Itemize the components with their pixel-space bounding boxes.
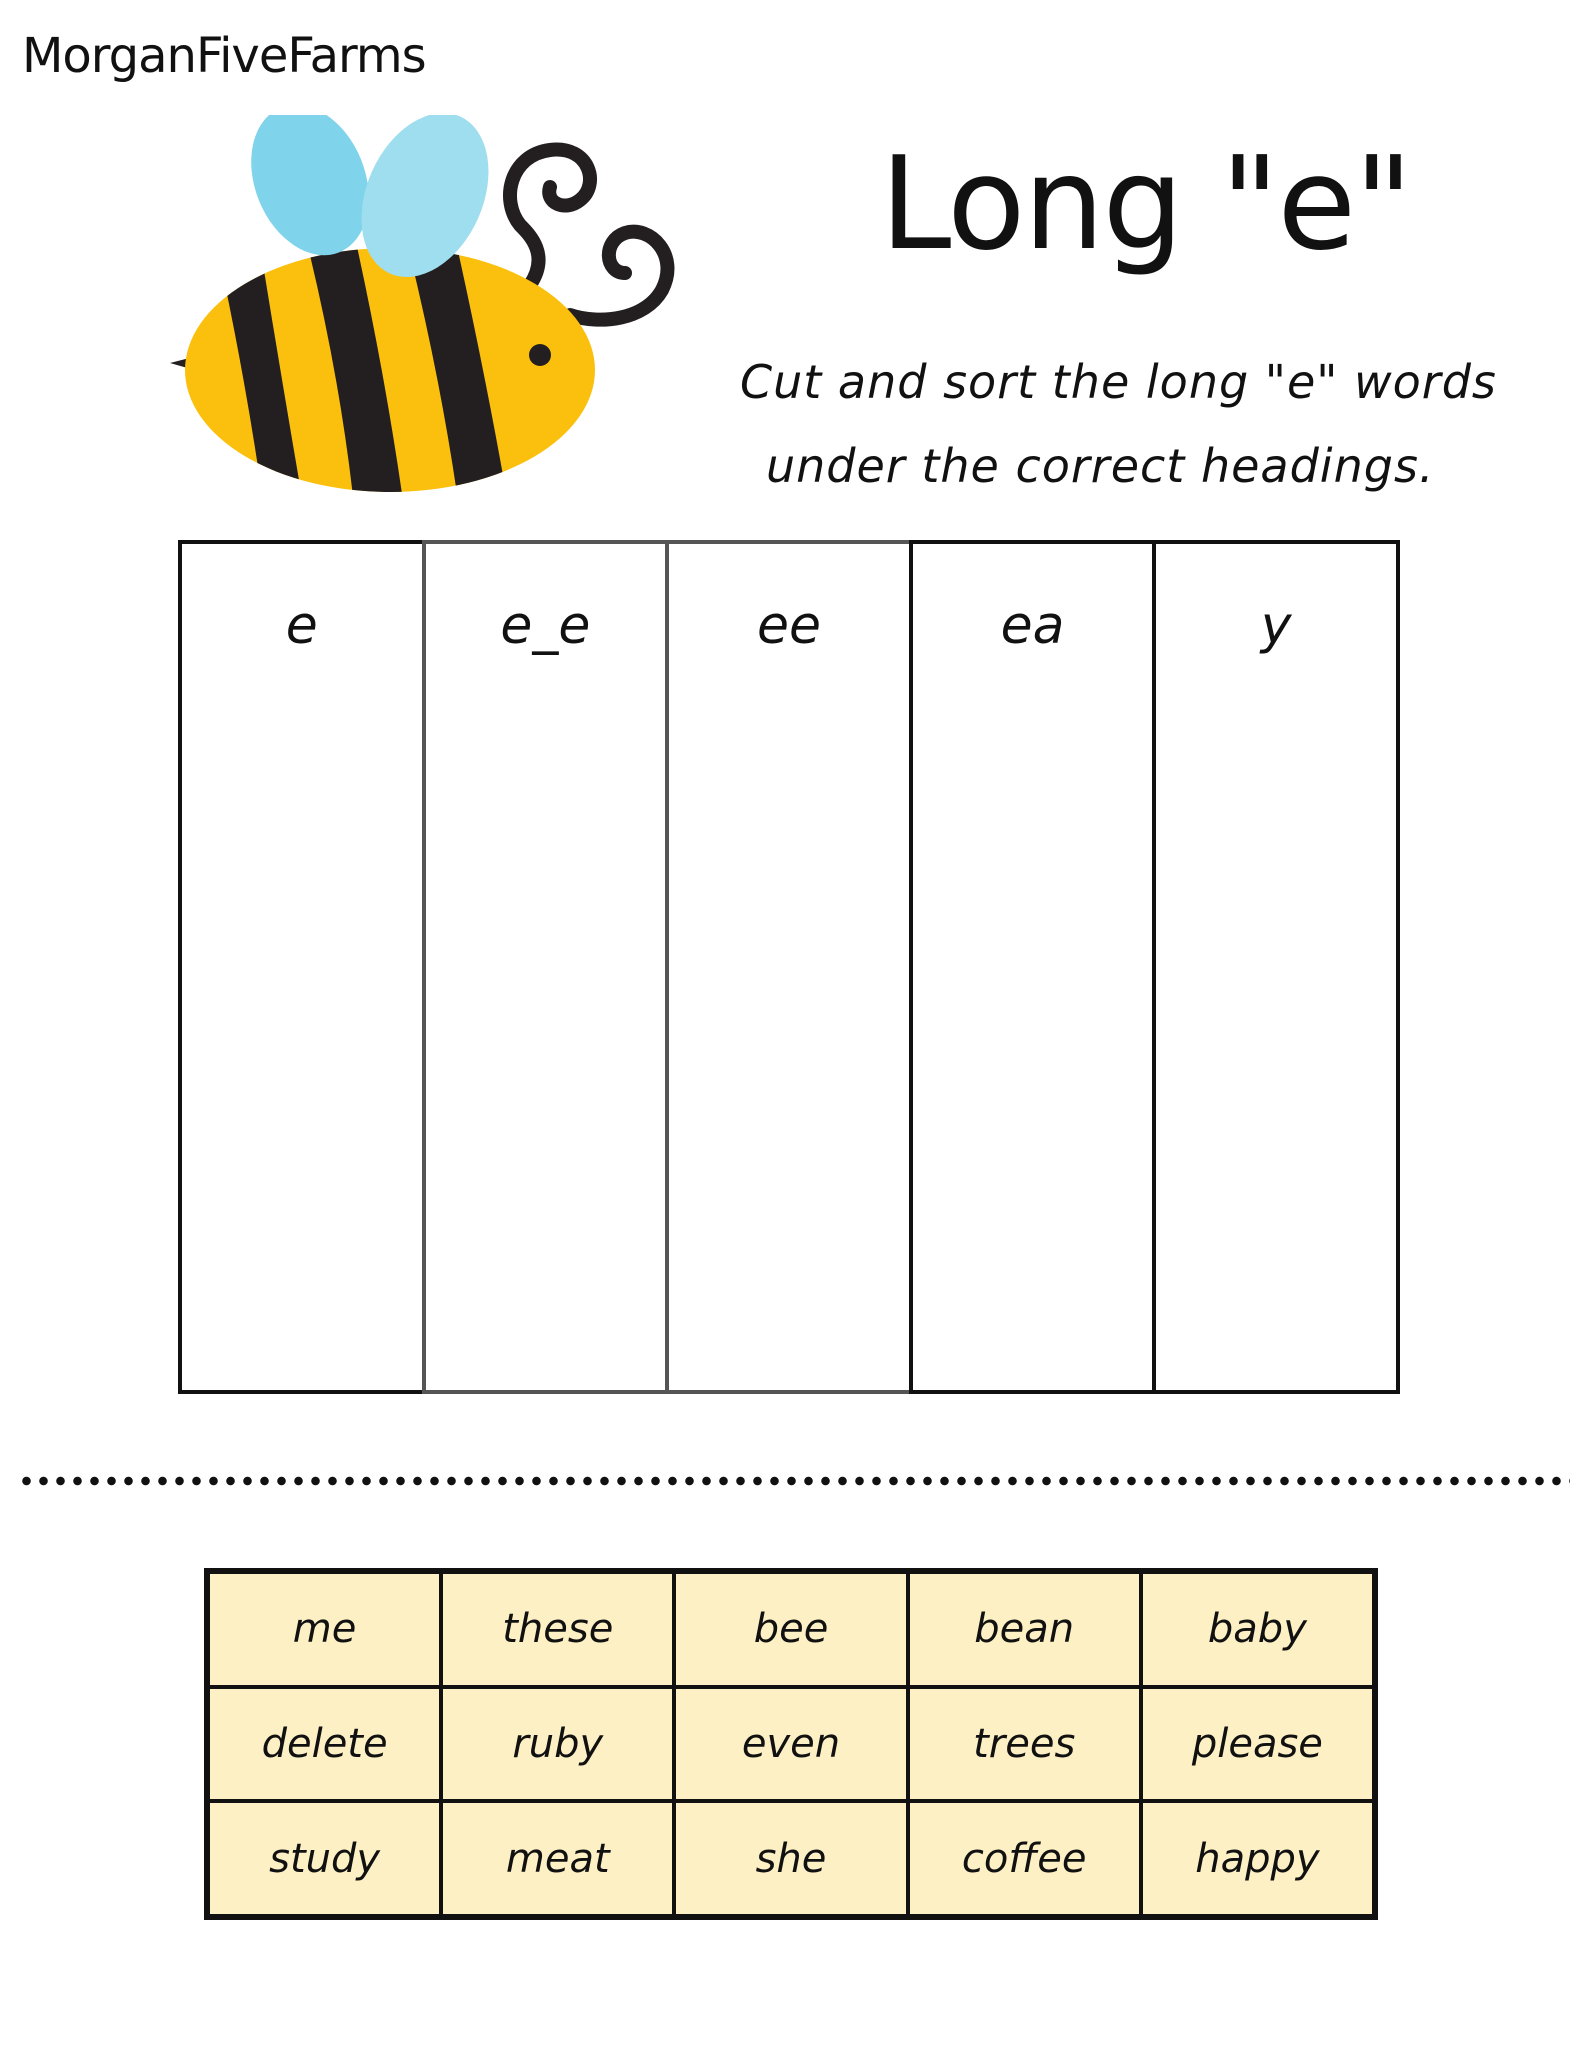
dotted-cut-line	[18, 1476, 1570, 1486]
word-card: study	[208, 1801, 441, 1916]
column-heading: ee	[756, 596, 821, 656]
word-card: even	[674, 1687, 907, 1802]
word-card: coffee	[908, 1801, 1141, 1916]
word-cards-grid	[204, 1568, 1378, 1920]
word-card: bean	[908, 1572, 1141, 1687]
bee-illustration	[170, 115, 710, 495]
sort-column-y	[1152, 540, 1400, 1394]
sorting-table	[178, 540, 1400, 1394]
word-card: these	[441, 1572, 674, 1687]
instructions	[740, 340, 1497, 508]
brand-name: MorganFiveFarms	[22, 28, 426, 84]
word-card: delete	[208, 1687, 441, 1802]
word-card: meat	[441, 1801, 674, 1916]
word-card: me	[208, 1572, 441, 1687]
column-heading: y	[1260, 596, 1292, 656]
sort-column-ea	[909, 540, 1157, 1394]
word-card: please	[1141, 1687, 1374, 1802]
column-heading: ea	[1000, 596, 1065, 656]
sort-column-e_e	[422, 540, 670, 1394]
word-card: happy	[1141, 1801, 1374, 1916]
word-card: bee	[674, 1572, 907, 1687]
instructions-line-1: Cut and sort the long "e" words	[740, 355, 1497, 409]
word-card: trees	[908, 1687, 1141, 1802]
sort-column-ee	[665, 540, 913, 1394]
word-card: baby	[1141, 1572, 1374, 1687]
instructions-line-2: under the correct headings.	[766, 439, 1435, 493]
word-card: she	[674, 1801, 907, 1916]
word-card: ruby	[441, 1687, 674, 1802]
column-heading: e_e	[500, 596, 591, 656]
page-title: Long "e"	[880, 130, 1411, 279]
sort-column-e	[178, 540, 426, 1394]
column-heading: e	[285, 596, 318, 656]
